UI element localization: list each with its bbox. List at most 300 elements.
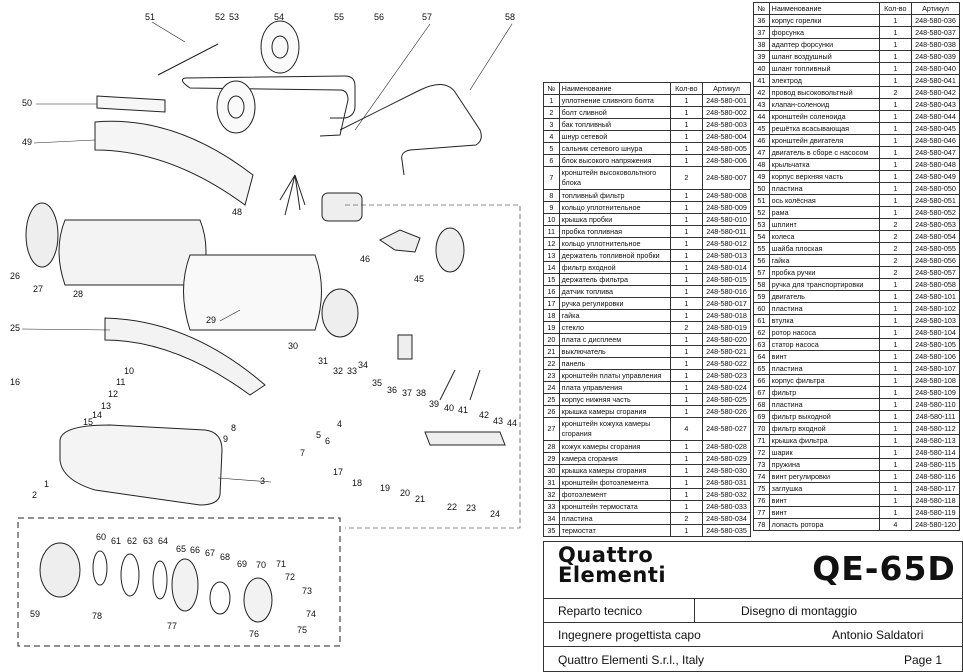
callout-32: 32 [333, 366, 344, 376]
part-number: 55 [754, 243, 770, 255]
table-row [544, 477, 751, 489]
part-qty: 1 [879, 123, 911, 135]
engineer-role: Ingegnere progettista capo [558, 628, 701, 642]
part-qty: 1 [879, 435, 911, 447]
part-number: 27 [544, 418, 560, 441]
part-qty: 1 [670, 441, 702, 453]
shroud-part-28 [59, 220, 206, 285]
part-article: 248-580-104 [912, 327, 960, 339]
callout-51: 51 [145, 12, 156, 22]
table-row [754, 327, 960, 339]
part-number: 29 [544, 453, 560, 465]
part-name: топливный фильтр [559, 190, 670, 202]
callout-46: 46 [360, 254, 371, 264]
part-qty: 1 [879, 183, 911, 195]
part-number: 21 [544, 346, 560, 358]
part-qty: 1 [670, 465, 702, 477]
motor-part-47 [322, 193, 362, 221]
part-number: 32 [544, 489, 560, 501]
hose-part-40 [440, 370, 455, 400]
part-name: кронштейн платы управления [559, 370, 670, 382]
callout-45: 45 [414, 274, 425, 284]
col-name: Наименование [769, 3, 879, 15]
col-name: Наименование [559, 83, 670, 95]
part-article: 248-580-048 [912, 159, 960, 171]
parts-table-right [753, 2, 960, 531]
callout-50: 50 [22, 98, 33, 108]
part-article: 248-580-044 [912, 111, 960, 123]
part-name: шланг топливный [769, 63, 879, 75]
callout-64: 64 [158, 536, 169, 546]
page-number: Page 1 [904, 652, 943, 667]
callout-28: 28 [73, 289, 84, 299]
part-qty: 1 [670, 298, 702, 310]
table-row [544, 406, 751, 418]
table-row [544, 394, 751, 406]
part-number: 65 [754, 363, 770, 375]
fan-part-48 [280, 175, 305, 215]
part-number: 17 [544, 298, 560, 310]
part-number: 16 [544, 286, 560, 298]
part-name: пробка топливная [559, 226, 670, 238]
part-name: пластина [769, 183, 879, 195]
part-number: 77 [754, 507, 770, 519]
part-name: панель [559, 358, 670, 370]
part-qty: 1 [670, 334, 702, 346]
table-row [754, 279, 960, 291]
part-article: 248-580-120 [912, 519, 960, 531]
part-number: 42 [754, 87, 770, 99]
callout-15: 15 [83, 417, 94, 427]
callout-54: 54 [274, 12, 285, 22]
part-name: фильтр выходной [769, 411, 879, 423]
table-row [544, 95, 751, 107]
table-row [544, 298, 751, 310]
part-number: 33 [544, 501, 560, 513]
engineer-name: Antonio Saldatori [832, 628, 924, 642]
part-name: бак топливный [559, 119, 670, 131]
part-number: 31 [544, 477, 560, 489]
logo-line-2: Elementi [558, 563, 667, 587]
part-qty: 1 [670, 310, 702, 322]
part-number: 35 [544, 525, 560, 537]
table-row [544, 214, 751, 226]
part-name: кронштейн высоковольтного блока [559, 167, 670, 190]
part-qty: 2 [879, 219, 911, 231]
callout-41: 41 [458, 405, 469, 415]
title-row-engineer [544, 622, 962, 647]
part-article: 248-580-105 [912, 339, 960, 351]
table-row [754, 255, 960, 267]
table-row [754, 15, 960, 27]
part-qty: 1 [670, 453, 702, 465]
callout-49: 49 [22, 137, 33, 147]
part-number: 63 [754, 339, 770, 351]
part-qty: 1 [879, 159, 911, 171]
part-qty: 1 [879, 135, 911, 147]
part-number: 61 [754, 315, 770, 327]
part-name: держатель фильтра [559, 274, 670, 286]
table-row [544, 107, 751, 119]
table-row [544, 453, 751, 465]
callout-30: 30 [288, 341, 299, 351]
part-qty: 1 [879, 363, 911, 375]
col-qty: Кол-во [670, 83, 702, 95]
part-number: 47 [754, 147, 770, 159]
part-name: крышка пробки [559, 214, 670, 226]
table-row [754, 99, 960, 111]
table-row [754, 51, 960, 63]
part-name: камера сгорания [559, 453, 670, 465]
part-number: 73 [754, 459, 770, 471]
part-qty: 1 [879, 507, 911, 519]
part-article: 248-580-024 [703, 382, 751, 394]
callout-78: 78 [92, 611, 103, 621]
callout-63: 63 [143, 536, 154, 546]
part-article: 248-580-054 [912, 231, 960, 243]
table-row [544, 202, 751, 214]
table-row [544, 322, 751, 334]
part-name: колеса [769, 231, 879, 243]
part-number: 52 [754, 207, 770, 219]
table-row [754, 219, 960, 231]
part-article: 248-580-013 [703, 250, 751, 262]
callout-37: 37 [402, 388, 413, 398]
part-name: клапан-соленоид [769, 99, 879, 111]
table-row [754, 351, 960, 363]
callout-33: 33 [347, 366, 358, 376]
callout-55: 55 [334, 12, 345, 22]
filter-69 [210, 582, 230, 614]
part-article: 248-580-022 [703, 358, 751, 370]
table-row [754, 339, 960, 351]
part-name: держатель топливной пробки [559, 250, 670, 262]
table-row [754, 231, 960, 243]
title-block [543, 541, 963, 672]
part-number: 48 [754, 159, 770, 171]
part-article: 248-580-032 [703, 489, 751, 501]
col-art: Артикул [912, 3, 960, 15]
part-number: 15 [544, 274, 560, 286]
model-number: QE-65D [812, 549, 956, 588]
part-name: форсунка [769, 27, 879, 39]
callout-11: 11 [116, 377, 126, 387]
part-article: 248-580-041 [912, 75, 960, 87]
part-qty: 1 [879, 303, 911, 315]
part-article: 248-580-009 [703, 202, 751, 214]
table-row [754, 315, 960, 327]
part-qty: 1 [879, 27, 911, 39]
part-article: 248-580-108 [912, 375, 960, 387]
table-row [754, 471, 960, 483]
part-article: 248-580-029 [703, 453, 751, 465]
part-name: шплинт [769, 219, 879, 231]
callout-12: 12 [108, 389, 119, 399]
callout-52: 52 [215, 12, 226, 22]
table-row [754, 63, 960, 75]
part-article: 248-580-101 [912, 291, 960, 303]
table-row [754, 375, 960, 387]
part-qty: 1 [670, 382, 702, 394]
part-qty: 2 [879, 255, 911, 267]
callout-42: 42 [479, 410, 490, 420]
part-article: 248-580-039 [912, 51, 960, 63]
department: Reparto tecnico [558, 604, 643, 618]
part-article: 248-580-114 [912, 447, 960, 459]
callout-43: 43 [493, 416, 504, 426]
part-name: гайка [769, 255, 879, 267]
table-row [754, 387, 960, 399]
part-article: 248-580-052 [912, 207, 960, 219]
part-number: 30 [544, 465, 560, 477]
part-article: 248-580-017 [703, 298, 751, 310]
wire-part-42 [470, 370, 480, 400]
callout-72: 72 [285, 572, 296, 582]
part-name: термостат [559, 525, 670, 537]
callout-1: 1 [44, 479, 50, 489]
table-row [754, 75, 960, 87]
part-number: 56 [754, 255, 770, 267]
part-name: крыльчатка [769, 159, 879, 171]
table-row [754, 483, 960, 495]
part-name: фильтр входной [559, 262, 670, 274]
table-row [544, 334, 751, 346]
part-name: датчик топлива [559, 286, 670, 298]
part-qty: 1 [670, 274, 702, 286]
part-article: 248-580-106 [912, 351, 960, 363]
wheel-part-54-b [217, 81, 255, 133]
part-article: 248-580-012 [703, 238, 751, 250]
part-name: решётка всасывающая [769, 123, 879, 135]
company-logo [558, 545, 666, 585]
part-qty: 2 [670, 167, 702, 190]
table-row [544, 370, 751, 382]
callout-26: 26 [10, 271, 21, 281]
part-article: 248-580-008 [703, 190, 751, 202]
callout-75: 75 [297, 625, 308, 635]
handle-part-58 [340, 84, 481, 175]
part-number: 54 [754, 231, 770, 243]
table-row [544, 167, 751, 190]
part-article: 248-580-112 [912, 423, 960, 435]
callout-74: 74 [306, 609, 317, 619]
part-article: 248-580-027 [703, 418, 751, 441]
part-number: 45 [754, 123, 770, 135]
table-row [754, 507, 960, 519]
part-qty: 2 [879, 267, 911, 279]
part-article: 248-580-117 [912, 483, 960, 495]
document-type: Disegno di montaggio [741, 604, 858, 618]
part-number: 68 [754, 399, 770, 411]
table-row [754, 267, 960, 279]
part-article: 248-580-115 [912, 459, 960, 471]
callout-24: 24 [490, 509, 501, 519]
part-number: 51 [754, 195, 770, 207]
part-name: кронштейн соленоида [769, 111, 879, 123]
part-article: 248-580-103 [912, 315, 960, 327]
part-number: 71 [754, 435, 770, 447]
part-article: 248-580-005 [703, 143, 751, 155]
col-no: № [544, 83, 560, 95]
callout-17: 17 [333, 467, 344, 477]
part-name: стекло [559, 322, 670, 334]
part-name: кольцо уплотнительное [559, 238, 670, 250]
table-row [754, 183, 960, 195]
part-name: крышка камеры сгорания [559, 465, 670, 477]
part-qty: 1 [879, 111, 911, 123]
callout-39: 39 [429, 399, 440, 409]
table-header [754, 3, 960, 15]
part-name: шнур сетевой [559, 131, 670, 143]
part-name: пластина [769, 303, 879, 315]
part-qty: 1 [670, 370, 702, 382]
part-name: кольцо уплотнительное [559, 202, 670, 214]
part-qty: 1 [670, 190, 702, 202]
fuel-tank-part-3 [60, 425, 222, 505]
callout-36: 36 [387, 385, 398, 395]
callout-67: 67 [205, 548, 216, 558]
part-number: 22 [544, 358, 560, 370]
part-name: кронштейн кожуха камеры сгорания [559, 418, 670, 441]
callout-27: 27 [33, 284, 44, 294]
callout-13: 13 [101, 401, 112, 411]
title-row-department [544, 598, 962, 623]
part-name: пружина [769, 459, 879, 471]
part-number: 14 [544, 262, 560, 274]
part-qty: 1 [879, 459, 911, 471]
table-row [754, 435, 960, 447]
part-number: 60 [754, 303, 770, 315]
table-row [544, 226, 751, 238]
part-number: 49 [754, 171, 770, 183]
table-row [754, 195, 960, 207]
part-qty: 1 [879, 207, 911, 219]
part-name: плата управления [559, 382, 670, 394]
part-name: рама [769, 207, 879, 219]
part-name: фотоэлемент [559, 489, 670, 501]
part-article: 248-580-057 [912, 267, 960, 279]
part-qty: 1 [670, 155, 702, 167]
part-qty: 1 [670, 262, 702, 274]
grille-part-45 [436, 228, 464, 272]
part-qty: 2 [670, 513, 702, 525]
part-name: пластина [769, 363, 879, 375]
part-number: 28 [544, 441, 560, 453]
part-qty: 1 [879, 75, 911, 87]
callout-19: 19 [380, 483, 391, 493]
chamber-part-29 [184, 255, 322, 330]
part-article: 248-580-021 [703, 346, 751, 358]
part-qty: 1 [670, 238, 702, 250]
part-number: 41 [754, 75, 770, 87]
part-qty: 4 [879, 519, 911, 531]
part-name: винт регулировки [769, 471, 879, 483]
part-number: 58 [754, 279, 770, 291]
part-qty: 1 [670, 95, 702, 107]
table-row [754, 243, 960, 255]
table-row [544, 262, 751, 274]
part-qty: 1 [670, 489, 702, 501]
table-row [754, 135, 960, 147]
part-name: шарик [769, 447, 879, 459]
table-row [754, 423, 960, 435]
part-number: 78 [754, 519, 770, 531]
part-number: 64 [754, 351, 770, 363]
filter-cover-71 [244, 578, 272, 622]
motor-bracket-part-46 [380, 230, 420, 252]
col-no: № [754, 3, 770, 15]
table-row [544, 441, 751, 453]
part-article: 248-580-004 [703, 131, 751, 143]
table-row [544, 489, 751, 501]
part-number: 13 [544, 250, 560, 262]
part-qty: 1 [670, 286, 702, 298]
part-article: 248-580-006 [703, 155, 751, 167]
part-qty: 1 [670, 143, 702, 155]
table-row [544, 155, 751, 167]
callout-38: 38 [416, 388, 427, 398]
table-row [754, 411, 960, 423]
part-article: 248-580-040 [912, 63, 960, 75]
part-number: 69 [754, 411, 770, 423]
part-name: корпус нижняя часть [559, 394, 670, 406]
part-qty: 1 [879, 171, 911, 183]
part-name: адаптер форсунки [769, 39, 879, 51]
part-article: 248-580-035 [703, 525, 751, 537]
table-row [544, 143, 751, 155]
part-article: 248-580-007 [703, 167, 751, 190]
part-qty: 1 [670, 226, 702, 238]
callout-53: 53 [229, 12, 240, 22]
part-article: 248-580-049 [912, 171, 960, 183]
panel-part-22 [425, 432, 505, 445]
part-name: кронштейн термостата [559, 501, 670, 513]
callout-57: 57 [422, 12, 433, 22]
part-article: 248-580-102 [912, 303, 960, 315]
part-number: 53 [754, 219, 770, 231]
pump-disc-60 [93, 551, 107, 585]
callout-16: 16 [10, 377, 21, 387]
part-article: 248-580-018 [703, 310, 751, 322]
part-qty: 1 [879, 99, 911, 111]
part-qty: 1 [670, 525, 702, 537]
callout-40: 40 [444, 403, 455, 413]
table-row [754, 303, 960, 315]
part-number: 34 [544, 513, 560, 525]
part-qty: 1 [879, 375, 911, 387]
part-article: 248-580-011 [703, 226, 751, 238]
part-qty: 2 [879, 231, 911, 243]
title-row-company [544, 646, 962, 672]
part-number: 66 [754, 375, 770, 387]
table-row [754, 459, 960, 471]
table-row [754, 495, 960, 507]
callout-31: 31 [318, 356, 329, 366]
callout-3: 3 [260, 476, 266, 486]
callout-48: 48 [232, 207, 243, 217]
part-article: 248-580-014 [703, 262, 751, 274]
part-number: 26 [544, 406, 560, 418]
part-name: фильтр [769, 387, 879, 399]
part-qty: 1 [879, 339, 911, 351]
table-row [754, 399, 960, 411]
part-article: 248-580-010 [703, 214, 751, 226]
part-article: 248-580-042 [912, 87, 960, 99]
part-number: 46 [754, 135, 770, 147]
part-qty: 1 [879, 495, 911, 507]
table-row [544, 250, 751, 262]
callout-77: 77 [167, 621, 178, 631]
